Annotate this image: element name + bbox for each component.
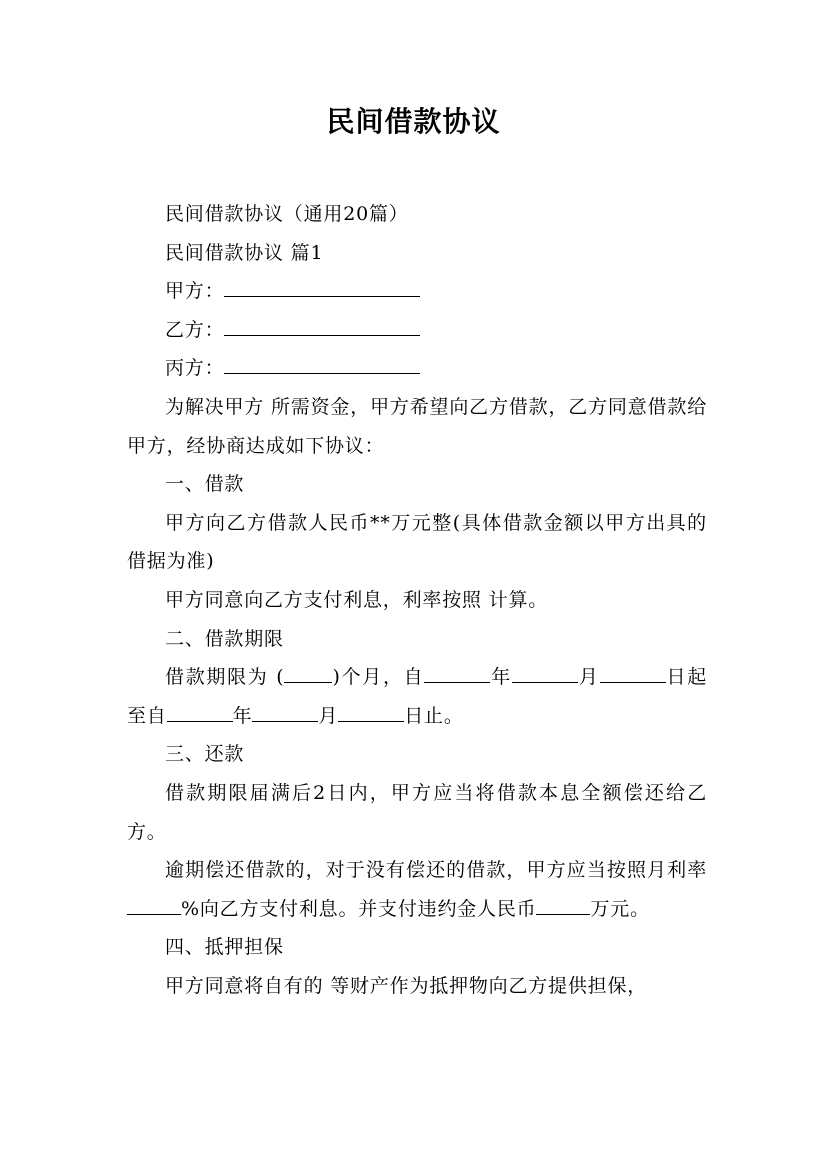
document-body bbox=[127, 195, 707, 1005]
paragraph: 甲方同意向乙方支付利息，利率按照 计算。 bbox=[165, 588, 549, 611]
heading-line: 民间借款协议 篇1 bbox=[165, 241, 324, 264]
blank-line bbox=[252, 699, 318, 722]
paragraph: 甲方向乙方借款人民币**万元整(具体借款金额以甲方出具的借据为准) bbox=[127, 511, 707, 573]
text-span: 年 bbox=[232, 704, 253, 727]
blank-line bbox=[167, 699, 233, 722]
text-span: 年 bbox=[490, 666, 512, 689]
party-a-line bbox=[127, 272, 707, 311]
blank-line bbox=[512, 660, 578, 683]
blank-line bbox=[600, 660, 666, 683]
party-b-label: 乙方： bbox=[165, 318, 225, 341]
loan-term-paragraph bbox=[127, 658, 707, 735]
section-heading: 一、借款 bbox=[165, 473, 245, 496]
paragraph: 甲方同意将自有的 等财产作为抵押物向乙方提供担保， bbox=[165, 974, 648, 997]
text-span: %向乙方支付利息。并支付违约金人民币 bbox=[181, 897, 537, 920]
party-c-label: 丙方： bbox=[165, 357, 225, 380]
intro-paragraph: 为解决甲方 所需资金，甲方希望向乙方借款，乙方同意借款给甲方，经协商达成如下协议： bbox=[127, 395, 707, 457]
paragraph: 借款期限届满后2日内，甲方应当将借款本息全额偿还给乙方。 bbox=[127, 781, 707, 843]
text-span: 逾期偿还借款的，对于没有偿还的借款，甲方应当按照月利率 bbox=[165, 859, 707, 882]
blank-line bbox=[127, 892, 181, 915]
blank-line bbox=[224, 351, 420, 374]
text-span: )个月，自 bbox=[332, 666, 425, 689]
party-a-label: 甲方： bbox=[165, 280, 225, 303]
blank-line bbox=[338, 699, 404, 722]
blank-line bbox=[284, 660, 332, 683]
section-heading: 四、抵押担保 bbox=[165, 936, 284, 959]
text-span: 借款期限为 ( bbox=[165, 666, 285, 689]
text-span: 日止。 bbox=[404, 704, 464, 727]
heading-line: 民间借款协议（通用20篇） bbox=[165, 203, 409, 225]
text-span: 月 bbox=[577, 666, 600, 689]
document-title: 民间借款协议 bbox=[326, 105, 501, 138]
party-c-line bbox=[127, 349, 707, 388]
blank-line bbox=[224, 313, 420, 336]
blank-line bbox=[536, 892, 590, 915]
text-span: 日起至自 bbox=[127, 666, 707, 727]
party-b-line bbox=[127, 311, 707, 350]
text-span: 万元。 bbox=[590, 897, 650, 920]
blank-line bbox=[424, 660, 490, 683]
section-heading: 二、借款期限 bbox=[165, 627, 284, 650]
blank-line bbox=[224, 274, 420, 297]
overdue-paragraph bbox=[127, 851, 707, 928]
section-heading: 三、还款 bbox=[165, 743, 245, 766]
text-span: 月 bbox=[318, 704, 339, 727]
